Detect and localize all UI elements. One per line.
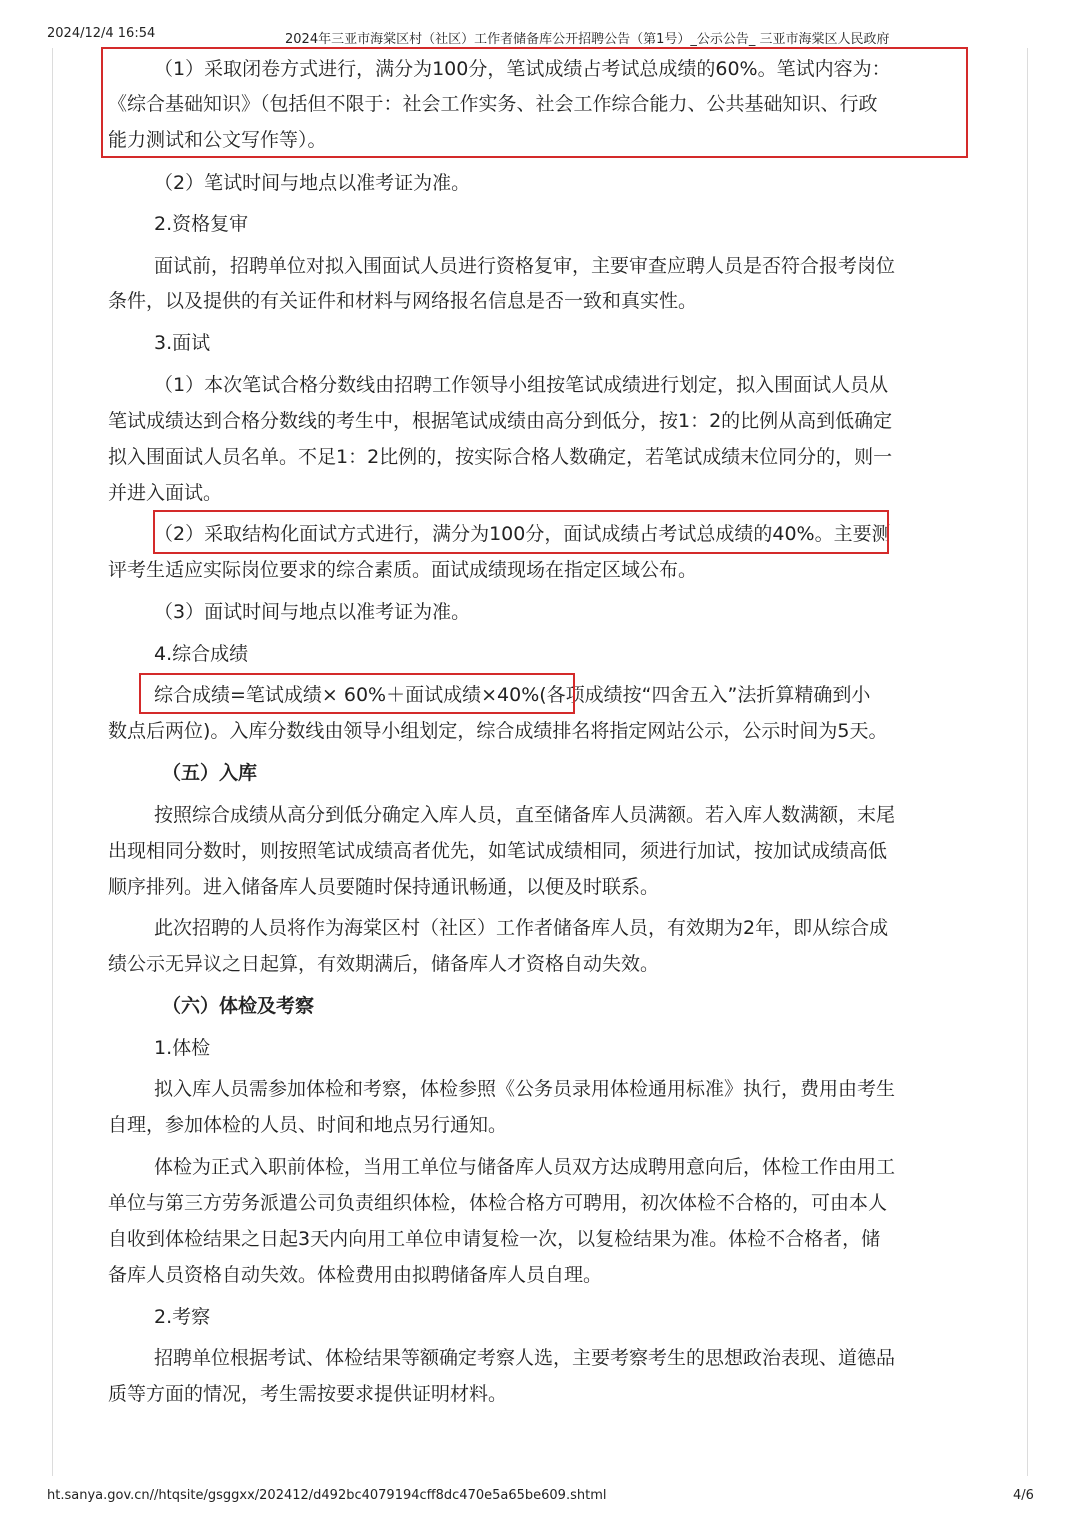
paragraph-line: 单位与第三方劳务派遣公司负责组织体检，体检合格方可聘用，初次体检不合格的，可由本人 <box>108 1192 888 1214</box>
paragraph-line: 拟入库人员需参加体检和考察，体检参照《公务员录用体检通用标准》执行，费用由考生 <box>154 1078 896 1100</box>
paragraph-line: 面试前，招聘单位对拟入围面试人员进行资格复审，主要审查应聘人员是否符合报考岗位 <box>154 255 896 277</box>
paragraph-line: 质等方面的情况，考生需按要求提供证明材料。 <box>108 1383 508 1405</box>
section-heading: 2.考察 <box>154 1306 211 1328</box>
paragraph-line: 备库人员资格自动失效。体检费用由拟聘储备库人员自理。 <box>108 1264 603 1286</box>
paragraph-line: 按照综合成绩从高分到低分确定入库人员，直至储备库人员满额。若入库人数满额，末尾 <box>154 804 896 826</box>
paragraph-line: 自收到体检结果之日起3天内向用工单位申请复检一次，以复检结果为准。体检不合格者，储 <box>108 1228 881 1250</box>
paragraph-line: 《综合基础知识》（包括但不限于：社会工作实务、社会工作综合能力、公共基础知识、行政 <box>108 93 878 115</box>
paragraph-line: 体检为正式入职前体检，当用工单位与储备库人员双方达成聘用意向后，体检工作由用工 <box>154 1156 896 1178</box>
paragraph-line: 招聘单位根据考试、体检结果等额确定考察人选，主要考察考生的思想政治表现、道德品 <box>154 1347 896 1369</box>
print-page-title: 2024年三亚市海棠区村（社区）工作者储备库公开招聘公告（第1号）_公示公告_ 三亚市海棠区人民政府 <box>285 32 890 47</box>
paragraph-line: 顺序排列。进入储备库人员要随时保持通讯畅通，以便及时联系。 <box>108 876 660 898</box>
paragraph-line: 条件，以及提供的有关证件和材料与网络报名信息是否一致和真实性。 <box>108 290 698 312</box>
paragraph-line: 拟入围面试人员名单。不足1：2比例的，按实际合格人数确定，若笔试成绩末位同分的，则一 <box>108 446 893 468</box>
paragraph-line: （2）笔试时间与地点以准考证为准。 <box>154 172 471 194</box>
paragraph-line: 出现相同分数时，则按照笔试成绩高者优先，如笔试成绩相同，须进行加试，按加试成绩高低 <box>108 840 888 862</box>
section-heading: 2.资格复审 <box>154 213 249 235</box>
paragraph-line: 评考生适应实际岗位要求的综合素质。面试成绩现场在指定区域公布。 <box>108 559 698 581</box>
paragraph-line: 综合成绩=笔试成绩× 60%＋面试成绩×40%(各项成绩按“四舍五入”法折算精确到小 <box>154 684 871 706</box>
section-heading: （五）入库 <box>162 762 258 784</box>
highlight-box-interview <box>153 510 889 554</box>
highlight-box-formula <box>139 673 575 714</box>
paragraph-line: 绩公示无异议之日起算，有效期满后，储备库人才资格自动失效。 <box>108 953 660 975</box>
paragraph-line: 并进入面试。 <box>108 482 223 504</box>
right-margin-rule <box>1027 48 1028 1476</box>
left-margin-rule <box>52 48 53 1476</box>
paragraph-line: （1）本次笔试合格分数线由招聘工作领导小组按笔试成绩进行划定，拟入围面试人员从 <box>154 374 889 396</box>
section-heading: 1.体检 <box>154 1037 211 1059</box>
section-heading: （六）体检及考察 <box>162 995 315 1017</box>
paragraph-line: 笔试成绩达到合格分数线的考生中，根据笔试成绩由高分到低分，按1：2的比例从高到低确定 <box>108 410 893 432</box>
page-number: 4/6 <box>1013 1488 1034 1503</box>
section-heading: 4.综合成绩 <box>154 643 249 665</box>
paragraph-line: 数点后两位)。入库分数线由领导小组划定，综合成绩排名将指定网站公示，公示时间为5天。 <box>108 720 888 742</box>
print-datetime: 2024/12/4 16:54 <box>47 26 156 41</box>
highlight-box-written-exam <box>101 47 968 158</box>
paragraph-line: （1）采取闭卷方式进行，满分为100分，笔试成绩占考试总成绩的60%。笔试内容为： <box>154 58 891 80</box>
paragraph-line: 能力测试和公文写作等）。 <box>108 129 327 151</box>
paragraph-line: 此次招聘的人员将作为海棠区村（社区）工作者储备库人员，有效期为2年，即从综合成 <box>154 917 889 939</box>
paragraph-line: 自理，参加体检的人员、时间和地点另行通知。 <box>108 1114 508 1136</box>
section-heading: 3.面试 <box>154 332 211 354</box>
paragraph-line: （3）面试时间与地点以准考证为准。 <box>154 601 471 623</box>
paragraph-line: （2）采取结构化面试方式进行，满分为100分，面试成绩占考试总成绩的40%。主要测 <box>154 523 891 545</box>
print-url: ht.sanya.gov.cn//htqsite/gsggxx/202412/d492bc4079194cff8dc470e5a65be609.shtml <box>47 1488 607 1503</box>
